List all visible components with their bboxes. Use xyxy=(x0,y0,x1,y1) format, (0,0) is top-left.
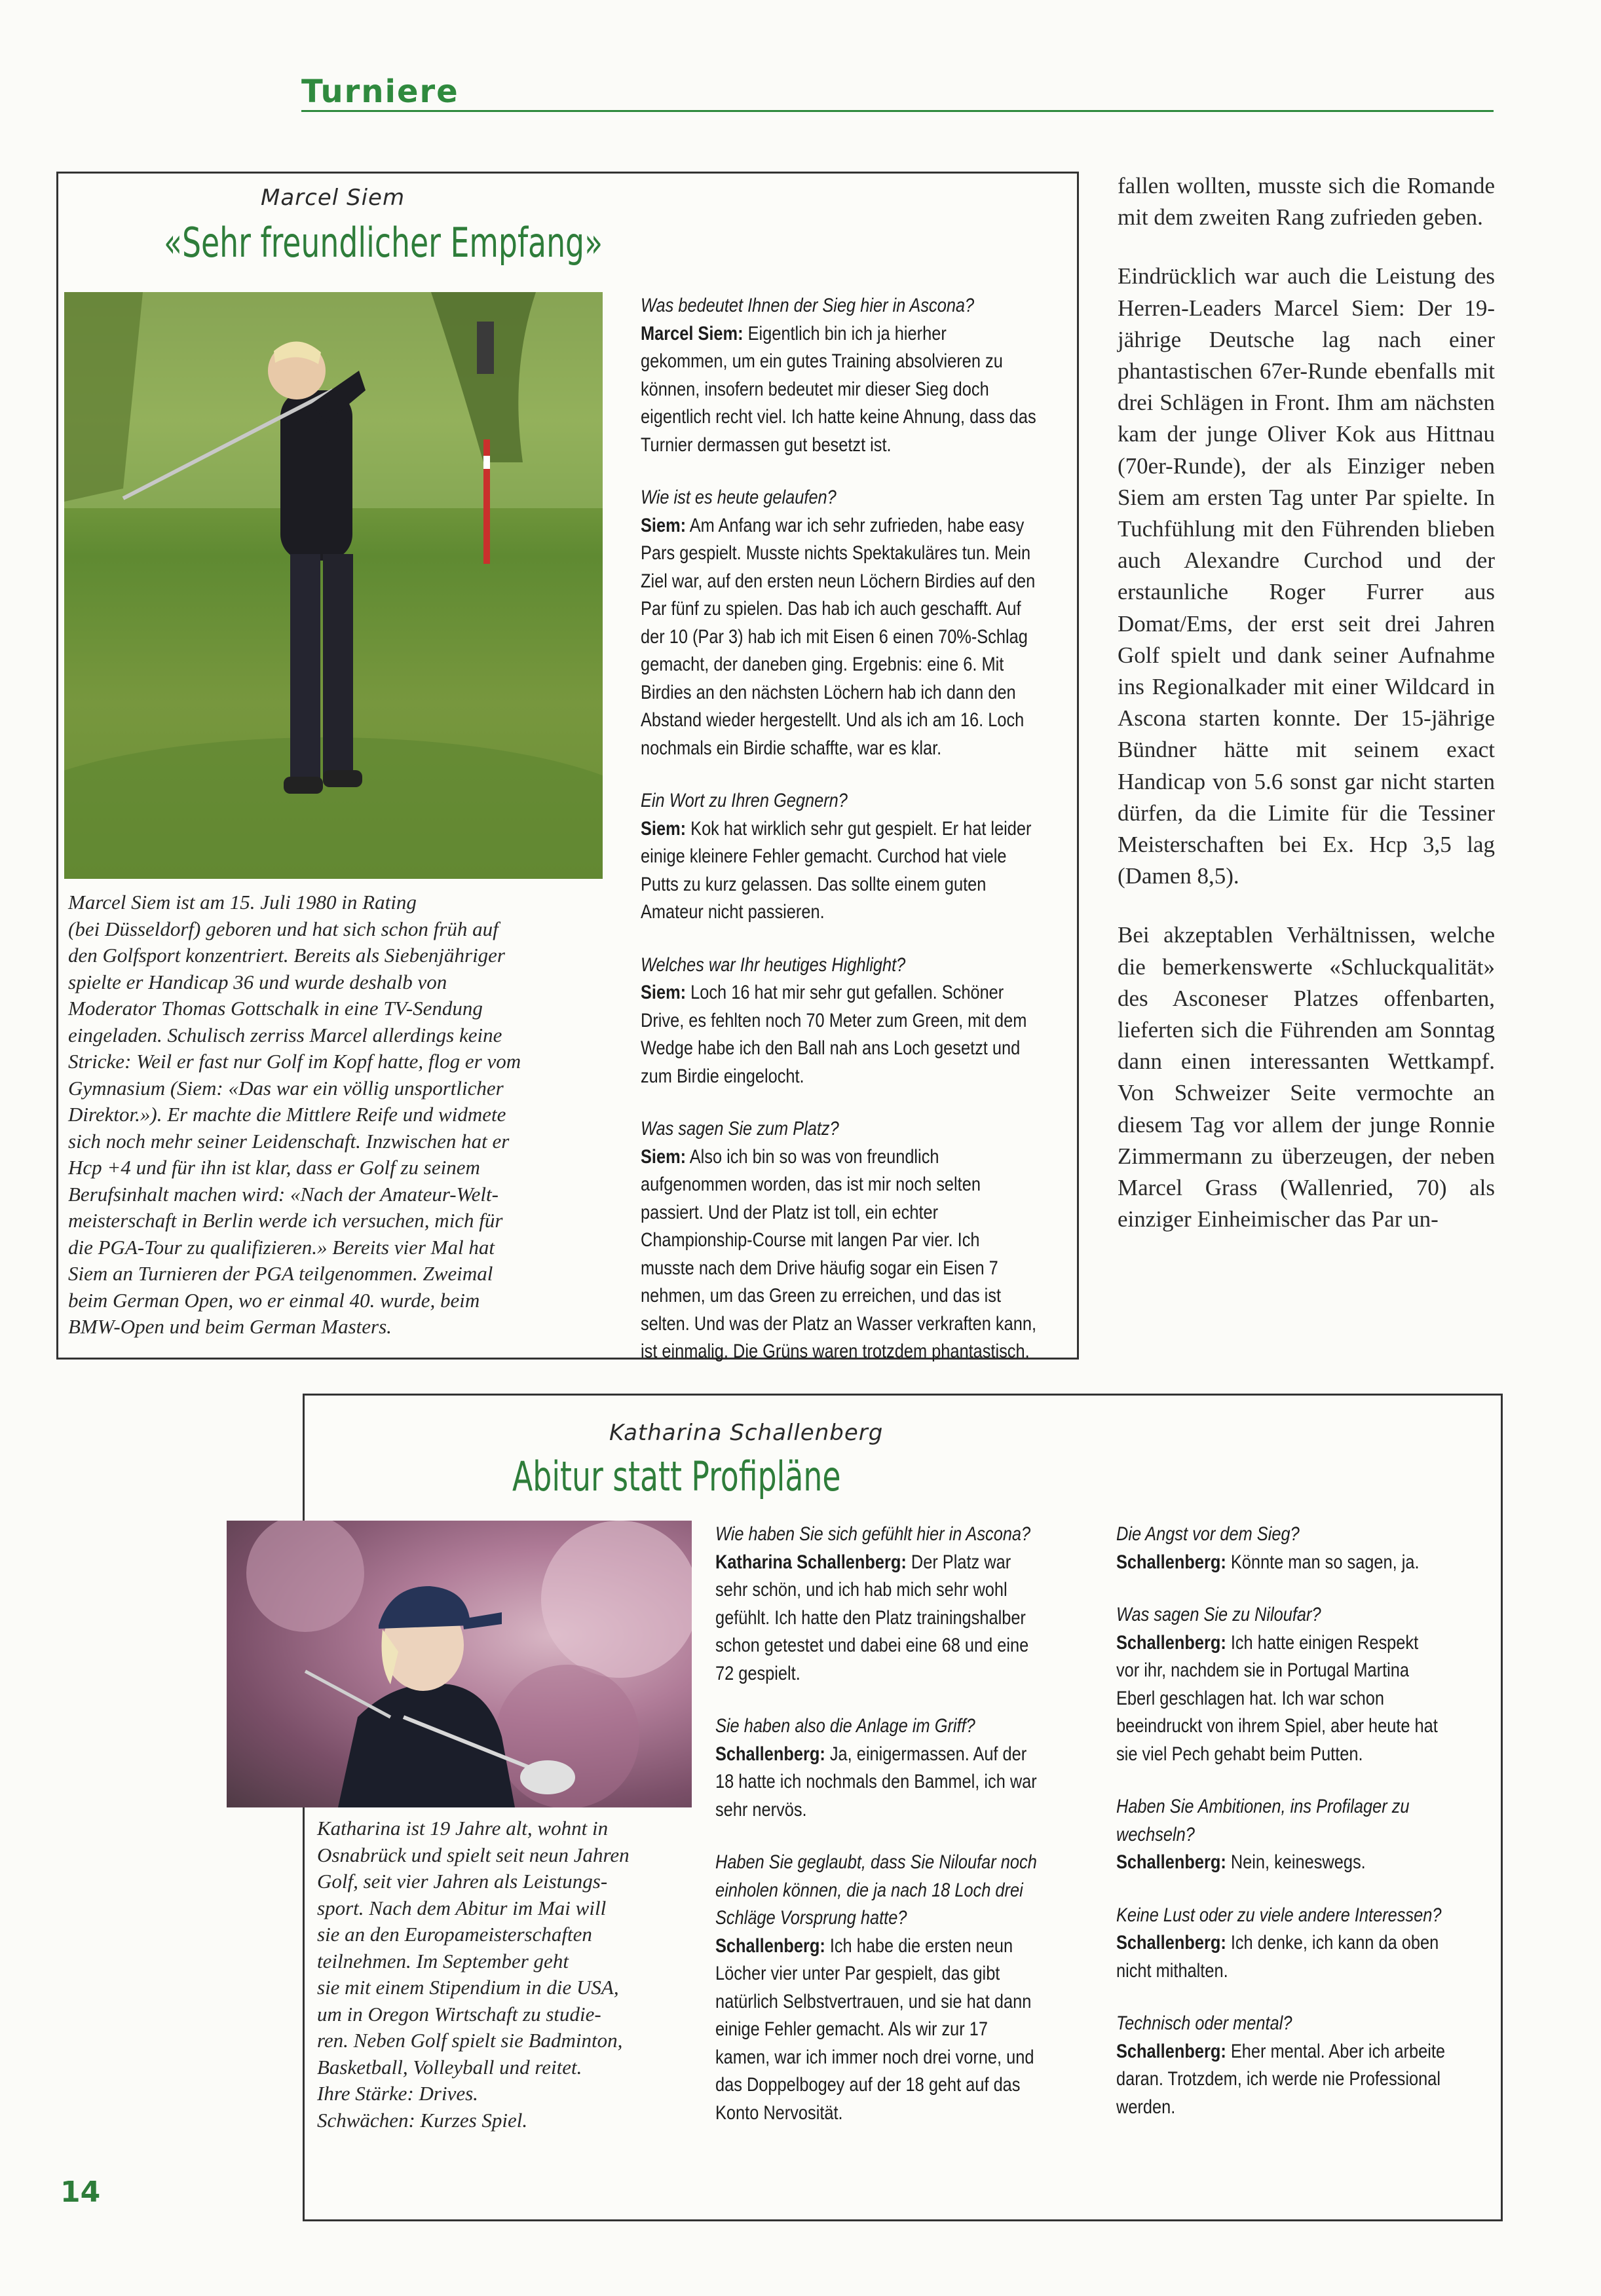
answer xyxy=(1116,1629,1445,1769)
caption-line: eingeladen. Schulisch zerriss Marcel allerdings keine xyxy=(68,1023,502,1046)
answer xyxy=(715,1741,1042,1824)
answer-text: Ja, einigermassen. Auf der 18 hatte ich nochmals den Bammel, ich war sehr nervös. xyxy=(715,1743,1037,1821)
caption-line: Stricke: Weil er fast nur Golf im Kopf hatte, flog er vom xyxy=(68,1050,521,1073)
answer xyxy=(641,979,1038,1090)
answer xyxy=(641,320,1038,460)
caption-line: Hcp +4 und für ihn ist klar, dass er Golf zu seinem xyxy=(68,1156,480,1179)
question: Was sagen Sie zum Platz? xyxy=(641,1118,839,1139)
speaker: Siem: xyxy=(641,817,687,840)
answer-text: Eigentlich bin ich ja hierher gekommen, um ein gutes Training absolvieren zu können, insofern bedeutet mir dieser Sieg doch eigentlich recht viel. Ich hatte keine Ahnung, dass das Turnier dermassen gut besetzt ist. xyxy=(641,322,1036,456)
interview-siem xyxy=(641,292,1038,1391)
answer-text: Nein, keineswegs. xyxy=(1226,1851,1366,1873)
caption-line: BMW-Open und beim German Masters. xyxy=(68,1315,392,1338)
caption-line: Gymnasium (Siem: «Das war ein völlig unsportlicher xyxy=(68,1076,504,1100)
speaker: Schallenberg: xyxy=(1116,1631,1226,1654)
question: Welches war Ihr heutiges Highlight? xyxy=(641,954,906,976)
question: Technisch oder mental? xyxy=(1116,2012,1292,2034)
caption-line: meisterschaft in Berlin werde ich versuchen, mich für xyxy=(68,1209,503,1232)
question: Haben Sie Ambitionen, ins Profilager zu wechseln? xyxy=(1116,1796,1410,1845)
photo-golfer-illustration xyxy=(227,1521,692,1807)
answer-text: Am Anfang war ich sehr zufrieden, habe easy Pars gespielt. Musste nichts Spektakuläres tun. Mein Ziel war, auf den ersten neun Löchern Birdies auf den Par fünf zu spielen. Das hab ich auch geschafft. Auf der 10 (Par 3) hab ich mit Eisen 6 einen 70%-Schlag gemacht, der daneben ging. Ergebnis: eine 6. Mit Birdies an den nächsten Löchern hab ich dann den Abstand wieder hergestellt. Und als ich am 16. Loch nochmals ein Birdie schaffte, war es klar. xyxy=(641,514,1036,759)
headline-schallenberg: Abitur statt Profipläne xyxy=(512,1453,841,1500)
speaker: Siem: xyxy=(641,514,687,536)
caption-line: Direktor.»). Er machte die Mittlere Reife und widmete xyxy=(68,1103,506,1126)
question: Wie haben Sie sich gefühlt hier in Ascona? xyxy=(715,1523,1031,1545)
answer-text: Also ich bin so was von freundlich aufgenommen worden, das ist mir noch selten passiert. Und der Platz ist toll, ein echter Championship-Course mit langen Par vier. Ich musste nach dem Drive häufig sogar ein Eisen 7 nehmen, um das Green zu erreichen, und das ist selten. Und was der Platz an Wasser verkraften kann, ist einmalig. Die Grüns waren trotzdem phantastisch. xyxy=(641,1145,1036,1362)
caption-line: Osnabrück und spielt seit neun Jahren xyxy=(317,1843,630,1866)
caption-line: Marcel Siem ist am 15. Juli 1980 in Rating xyxy=(68,891,417,914)
caption-line: sport. Nach dem Abitur im Mai will xyxy=(317,1896,607,1919)
body-paragraph: Eindrücklich war auch die Leistung des Herren-Leaders Marcel Siem: Der 19-jährige Deutsche lag nach einer phantastischen 67er-Runde ebenfalls mit drei Schlägen in Front. Ihm am nächsten kam der junge Oliver Kok aus Hittnau (70er-Runde), der als Einziger neben Siem am ersten Tag unter Par spielte. In Tuchfühlung mit den Führenden blieben auch Alexandre Curchod und der erstaunliche Roger Furrer aus Domat/Ems, der erst seit drei Jahren Golf spielt und dank seiner Aufnahme ins Regionalkader mit einer Wildcard in Ascona starten konnte. Der 15-jährige Bündner hätte mit seinem exact Handicap von 5.6 sonst gar nicht starten dürfen, da die Limite für die Tessiner Meisterschaften bei Ex. Hcp 3,5 lag (Damen 8,5). xyxy=(1118,263,1495,889)
caption-line: Golf, seit vier Jahren als Leistungs- xyxy=(317,1870,608,1893)
answer-text: Eher mental. Aber ich arbeite daran. Trotzdem, ich werde nie Professional werden. xyxy=(1116,2040,1445,2118)
answer-text: Loch 16 hat mir sehr gut gefallen. Schöner Drive, es fehlten noch 70 Meter zum Green, mit dem Wedge habe ich den Ball nah ans Loch gesetzt und zum Birdie eingelocht. xyxy=(641,982,1027,1087)
caption-line: Berufsinhalt machen wird: «Nach der Amateur-Welt- xyxy=(68,1182,499,1206)
caption-line: die PGA-Tour zu qualifizieren.» Bereits vier Mal hat xyxy=(68,1235,495,1259)
caption-line: (bei Düsseldorf) geboren und hat sich schon früh auf xyxy=(68,917,499,940)
kicker-siem: Marcel Siem xyxy=(261,185,405,211)
answer xyxy=(1116,1549,1445,1577)
headline-siem: «Sehr freundlicher Empfang» xyxy=(164,219,603,267)
body-paragraph: Bei akzeptablen Verhältnissen, welche die bemerkenswerte «Schluckqualität» des Asconeser Platzes offenbarten, lieferten sich die Führenden am Sonntag dann einen interessanten Wettkampf. Von Schweizer Seite vermochte an diesem Tag vor allem der junge Ronnie Zimmermann zu überzeugen, der neben Marcel Grass (Wallenried, 70) als einziger Einheimischer das Par un- xyxy=(1118,922,1495,1232)
answer xyxy=(641,815,1038,927)
body-paragraph: fallen wollten, musste sich die Romande mit dem zweiten Rang zufrieden geben. xyxy=(1118,173,1495,231)
photo-marcel-siem xyxy=(64,292,603,879)
question: Haben Sie geglaubt, dass Sie Niloufar noch einholen können, die ja nach 18 Loch drei Schläge Vorsprung hatte? xyxy=(715,1851,1037,1929)
caption-line: Siem an Turnieren der PGA teilgenommen. Zweimal xyxy=(68,1262,493,1285)
caption-line: spielte er Handicap 36 und wurde deshalb von xyxy=(68,970,447,993)
caption-line: Katharina ist 19 Jahre alt, wohnt in xyxy=(317,1817,609,1840)
section-rule xyxy=(301,110,1494,112)
caption-line: ren. Neben Golf spielt sie Badminton, xyxy=(317,2029,623,2052)
speaker: Siem: xyxy=(641,982,687,1003)
interview-schallenberg-left xyxy=(715,1521,1042,2152)
page-number: 14 xyxy=(60,2176,101,2209)
photo-katharina-schallenberg xyxy=(227,1521,692,1807)
caption-schallenberg xyxy=(317,1815,702,2134)
section-title: Turniere xyxy=(301,73,459,110)
question: Ein Wort zu Ihren Gegnern? xyxy=(641,790,848,811)
question: Sie haben also die Anlage im Griff? xyxy=(715,1715,975,1737)
caption-line: beim German Open, wo er einmal 40. wurde, beim xyxy=(68,1288,480,1312)
answer xyxy=(1116,1849,1445,1877)
question: Wie ist es heute gelaufen? xyxy=(641,487,837,508)
caption-line: teilnehmen. Im September geht xyxy=(317,1949,569,1972)
answer-text: Könnte man so sagen, ja. xyxy=(1226,1551,1420,1573)
interview-schallenberg-right xyxy=(1116,1521,1445,2146)
answer-text: Ich denke, ich kann da oben nicht mithalten. xyxy=(1116,1932,1439,1982)
speaker: Schallenberg: xyxy=(1116,1851,1226,1873)
answer-text: Kok hat wirklich sehr gut gespielt. Er hat leider einige kleinere Fehler gemacht. Curchod hat viele Putts zu kurz gelassen. Das sollte einem guten Amateur nicht passieren. xyxy=(641,817,1032,923)
caption-line: Schwächen: Kurzes Spiel. xyxy=(317,2108,528,2132)
caption-line: Ihre Stärke: Drives. xyxy=(317,2082,478,2105)
answer xyxy=(715,1933,1042,2128)
answer xyxy=(715,1549,1042,1688)
question: Was bedeutet Ihnen der Sieg hier in Ascona? xyxy=(641,295,975,316)
speaker: Schallenberg: xyxy=(1116,2040,1226,2062)
speaker: Siem: xyxy=(641,1145,687,1168)
speaker: Schallenberg: xyxy=(1116,1932,1226,1953)
speaker: Katharina Schallenberg: xyxy=(715,1551,907,1573)
body-column xyxy=(1118,170,1495,1263)
question: Keine Lust oder zu viele andere Interessen? xyxy=(1116,1904,1442,1926)
speaker: Schallenberg: xyxy=(715,1743,825,1765)
speaker: Marcel Siem: xyxy=(641,322,744,344)
caption-line: sie an den Europameisterschaften xyxy=(317,1923,592,1946)
question: Was sagen Sie zu Niloufar? xyxy=(1116,1604,1321,1625)
caption-line: um in Oregon Wirtschaft zu studie- xyxy=(317,2002,601,2026)
answer xyxy=(1116,2038,1445,2122)
answer xyxy=(641,512,1038,763)
speaker: Schallenberg: xyxy=(1116,1551,1226,1573)
question: Die Angst vor dem Sieg? xyxy=(1116,1523,1300,1545)
caption-line: sie mit einem Stipendium in die USA, xyxy=(317,1976,619,1999)
answer-text: Ich hatte einigen Respekt vor ihr, nachdem sie in Portugal Martina Eberl geschlagen hat. Ich war schon beeindruckt von ihrem Spiel, aber heute hat sie viel Pech gehabt beim Putten. xyxy=(1116,1631,1438,1765)
caption-line: Basketball, Volleyball und reitet. xyxy=(317,2055,582,2079)
kicker-schallenberg: Katharina Schallenberg xyxy=(609,1420,884,1446)
speaker: Schallenberg: xyxy=(715,1935,825,1957)
photo-golfer-illustration xyxy=(64,292,603,879)
answer-text: Der Platz war sehr schön, und ich hab mich sehr wohl gefühlt. Ich hatte den Platz trainingshalber schon getestet und dabei eine 68 und eine 72 gespielt. xyxy=(715,1551,1029,1684)
caption-line: den Golfsport konzentriert. Bereits als Siebenjähriger xyxy=(68,944,505,967)
answer xyxy=(641,1143,1038,1366)
caption-siem xyxy=(68,889,592,1341)
caption-line: Moderator Thomas Gottschalk in eine TV-Sendung xyxy=(68,997,483,1020)
answer xyxy=(1116,1929,1445,1985)
caption-line: sich noch mehr seiner Leidenschaft. Inzwischen hat er xyxy=(68,1129,510,1153)
answer-text: Ich habe die ersten neun Löcher vier unter Par gespielt, das gibt natürlich Selbstvertrauen, und sie hat dann einige Fehler gemacht. Als wir zur 17 kamen, war ich immer noch drei vorne, und das Doppelbogey auf der 18 geht auf das Konto Nervosität. xyxy=(715,1935,1034,2124)
